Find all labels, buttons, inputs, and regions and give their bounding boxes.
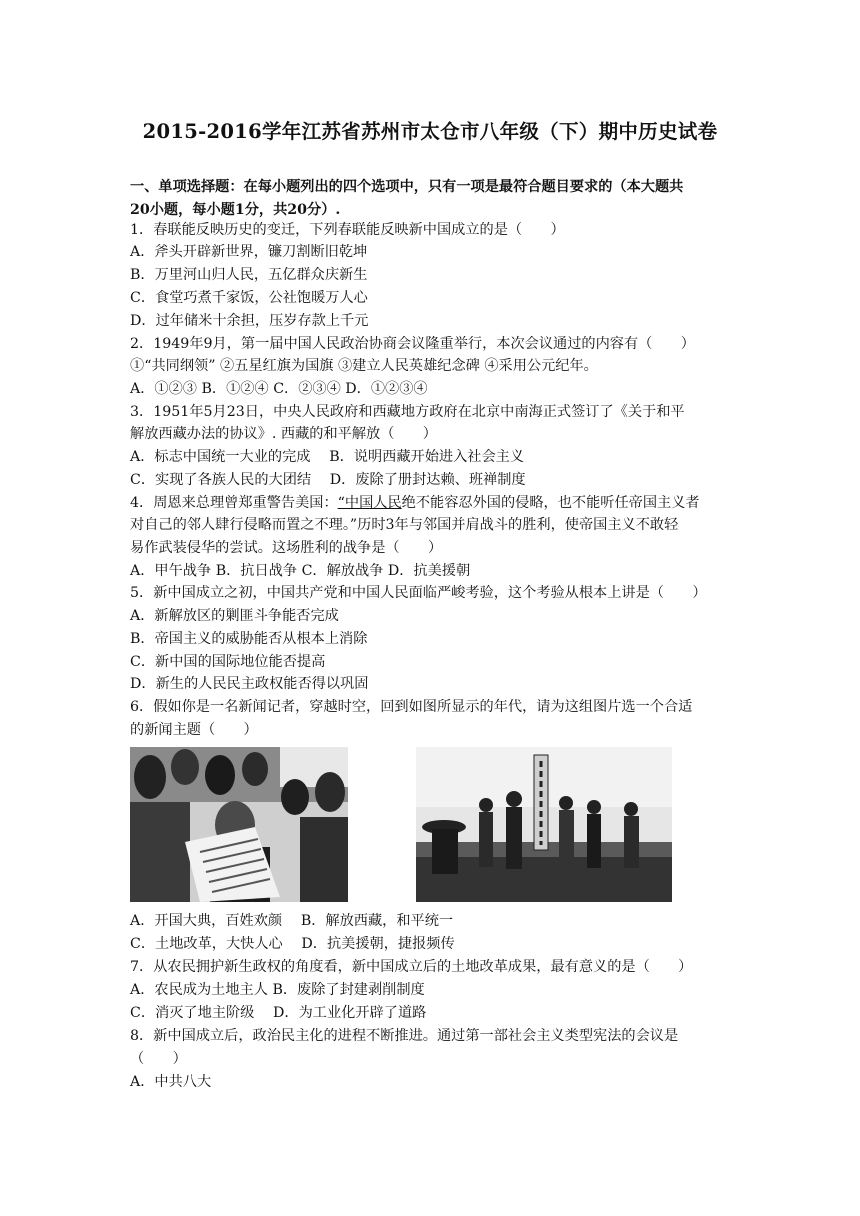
q1-option-a: A．斧头开辟新世界，镰刀割断旧乾坤 (130, 244, 368, 260)
q6-options-cd: C．土地改革，大快人心 D．抗美援朝，捷报频传 (130, 936, 455, 952)
q2-stem: 2．1949年9月，第一届中国人民政治协商会议隆重举行，本次会议通过的内容有（ ） (130, 336, 695, 352)
q3-stem-line1: 3．1951年5月23日，中央人民政府和西藏地方政府在北京中南海正式签订了《关于和平 (130, 404, 685, 420)
q3-stem-line2: 解放西藏办法的协议》. 西藏的和平解放（ ） (130, 426, 437, 442)
q6-stem-line1: 6．假如你是一名新闻记者，穿越时空，回到如图所显示的年代，请为这组图片选一个合适 (130, 699, 693, 715)
q6-stem-line2: 的新闻主题（ ） (130, 722, 258, 738)
crowd-proclamation-photo (130, 747, 348, 902)
q5-option-d: D．新生的人民民主政权能否得以巩固 (130, 676, 369, 692)
q1-option-c: C．食堂巧煮千家饭，公社饱暖万人心 (130, 290, 368, 306)
q5-option-b: B．帝国主义的威胁能否从根本上消除 (130, 631, 368, 647)
exam-title: 2015-2016学年江苏省苏州市太仓市八年级（下）期中历史试卷 (142, 120, 718, 143)
q5-stem: 5．新中国成立之初，中国共产党和中国人民面临严峻考验，这个考验从根本上讲是（ ） (130, 585, 707, 601)
field-banner-photo (416, 747, 672, 902)
q8-stem-line2: （ ） (130, 1051, 187, 1067)
q5-option-c: C．新中国的国际地位能否提高 (130, 654, 326, 670)
q7-options-ab: A．农民成为土地主人 B．废除了封建剥削制度 (130, 982, 425, 998)
q3-options-ab: A．标志中国统一大业的完成 B．说明西藏开始进入社会主义 (130, 449, 525, 465)
section-heading-line1: 一、单项选择题：在每小题列出的四个选项中，只有一项是最符合题目要求的（本大题共 (130, 179, 684, 195)
q1-option-b: B．万里河山归人民，五亿群众庆新生 (130, 267, 368, 283)
section-heading-line2: 20小题，每小题1分，共20分）. (130, 202, 341, 218)
q8-option-a: A．中共八大 (130, 1074, 212, 1090)
q1-option-d: D．过年储米十余担，压岁存款上千元 (130, 313, 369, 329)
q5-option-a: A．新解放区的剿匪斗争能否完成 (130, 608, 339, 624)
q2-items: ①“共同纲领” ②五星红旗为国旗 ③建立人民英雄纪念碑 ④采用公元纪年。 (130, 358, 598, 374)
q4-stem-line1 (130, 493, 700, 513)
q4-stem-line2: 对自己的邻人肆行侵略而置之不理。”历时3年与邻国并肩战斗的胜利，使帝国主义不敢轻 (130, 517, 679, 533)
q7-options-cd: C．消灭了地主阶级 D．为工业化开辟了道路 (130, 1005, 427, 1021)
q3-options-cd: C．实现了各族人民的大团结 D．废除了册封达赖、班禅制度 (130, 472, 526, 488)
q4-stem-underlined: “中国人民 (337, 495, 402, 511)
q4-options: A．甲午战争 B．抗日战争 C．解放战争 D．抗美援朝 (130, 563, 471, 579)
q8-stem-line1: 8．新中国成立后，政治民主化的进程不断推进。通过第一部社会主义类型宪法的会议是 (130, 1028, 679, 1044)
q4-stem-line3: 易作武装侵华的尝试。这场胜利的战争是（ ） (130, 540, 443, 556)
q2-options: A．①②③ B．①②④ C．②③④ D．①②③④ (130, 381, 428, 397)
q4-stem-post: 绝不能容忍外国的侵略，也不能听任帝国主义者 (401, 495, 700, 511)
q6-options-ab: A．开国大典，百姓欢颜 B．解放西藏，和平统一 (130, 913, 454, 929)
q1-stem: 1．春联能反映历史的变迁，下列春联能反映新中国成立的是（ ） (130, 222, 565, 238)
q4-stem-pre: 4．周恩来总理曾郑重警告美国： (130, 495, 338, 511)
q7-stem: 7．从农民拥护新生政权的角度看，新中国成立后的土地改革成果，最有意义的是（ ） (130, 959, 693, 975)
